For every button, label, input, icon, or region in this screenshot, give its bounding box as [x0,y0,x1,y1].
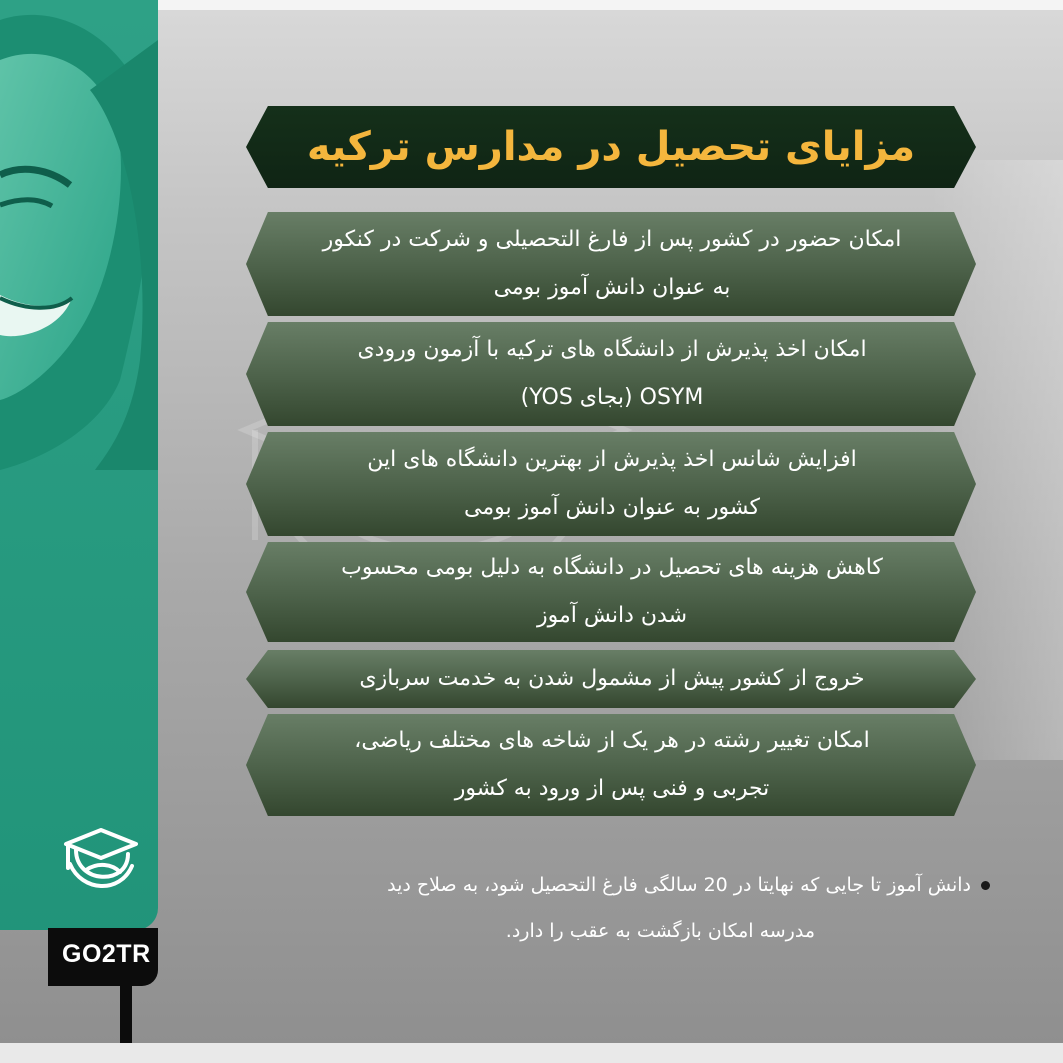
page-title: مزایای تحصیل در مدارس ترکیه [306,124,916,170]
benefit-text-5 [270,650,954,708]
benefit-text-3 [270,432,954,536]
benefit-text-4 [270,542,954,642]
footnote [230,862,990,954]
benefit-line: خروج از کشور پیش از مشمول شدن به خدمت سربازی [359,666,865,691]
benefit-line: افزایش شانس اخذ پذیرش از بهترین دانشگاه های این [367,447,857,472]
benefit-line: شدن دانش آموز [536,603,688,628]
bullet-icon [981,881,990,890]
bottom-strip [0,1043,1063,1063]
benefit-line: کاهش هزینه های تحصیل در دانشگاه به دلیل بومی محسوب [341,555,883,580]
benefit-text-6 [270,714,954,816]
smiling-woman-photo [0,0,158,470]
panel-shadow [120,986,132,1046]
benefit-line: امکان اخذ پذیرش از دانشگاه های ترکیه با آزمون ورودی [357,337,867,362]
benefit-line: تجربی و فنی پس از ورود به کشور [454,776,770,801]
benefit-text-1 [270,212,954,316]
benefit-line: OSYM (بجای YOS) [520,385,704,410]
top-strip [0,0,1063,10]
benefit-text-2 [270,322,954,426]
benefit-line: به عنوان دانش آموز بومی [493,275,731,300]
benefit-line: کشور به عنوان دانش آموز بومی [464,495,760,520]
footnote-line-2: مدرسه امکان بازگشت به عقب را دارد. [505,920,815,942]
brand-name: GO2TR [62,940,151,968]
graduation-cap-logo-icon [62,826,140,896]
left-green-panel [0,0,158,930]
footnote-line-1: دانش آموز تا جایی که نهایتا در 20 سالگی فارغ التحصیل شود، به صلاح دید [387,874,971,896]
benefit-line: امکان تغییر رشته در هر یک از شاخه های مختلف ریاضی، [354,728,870,753]
benefit-line: امکان حضور در کشور پس از فارغ التحصیلی و شرکت در کنکور [322,227,902,252]
